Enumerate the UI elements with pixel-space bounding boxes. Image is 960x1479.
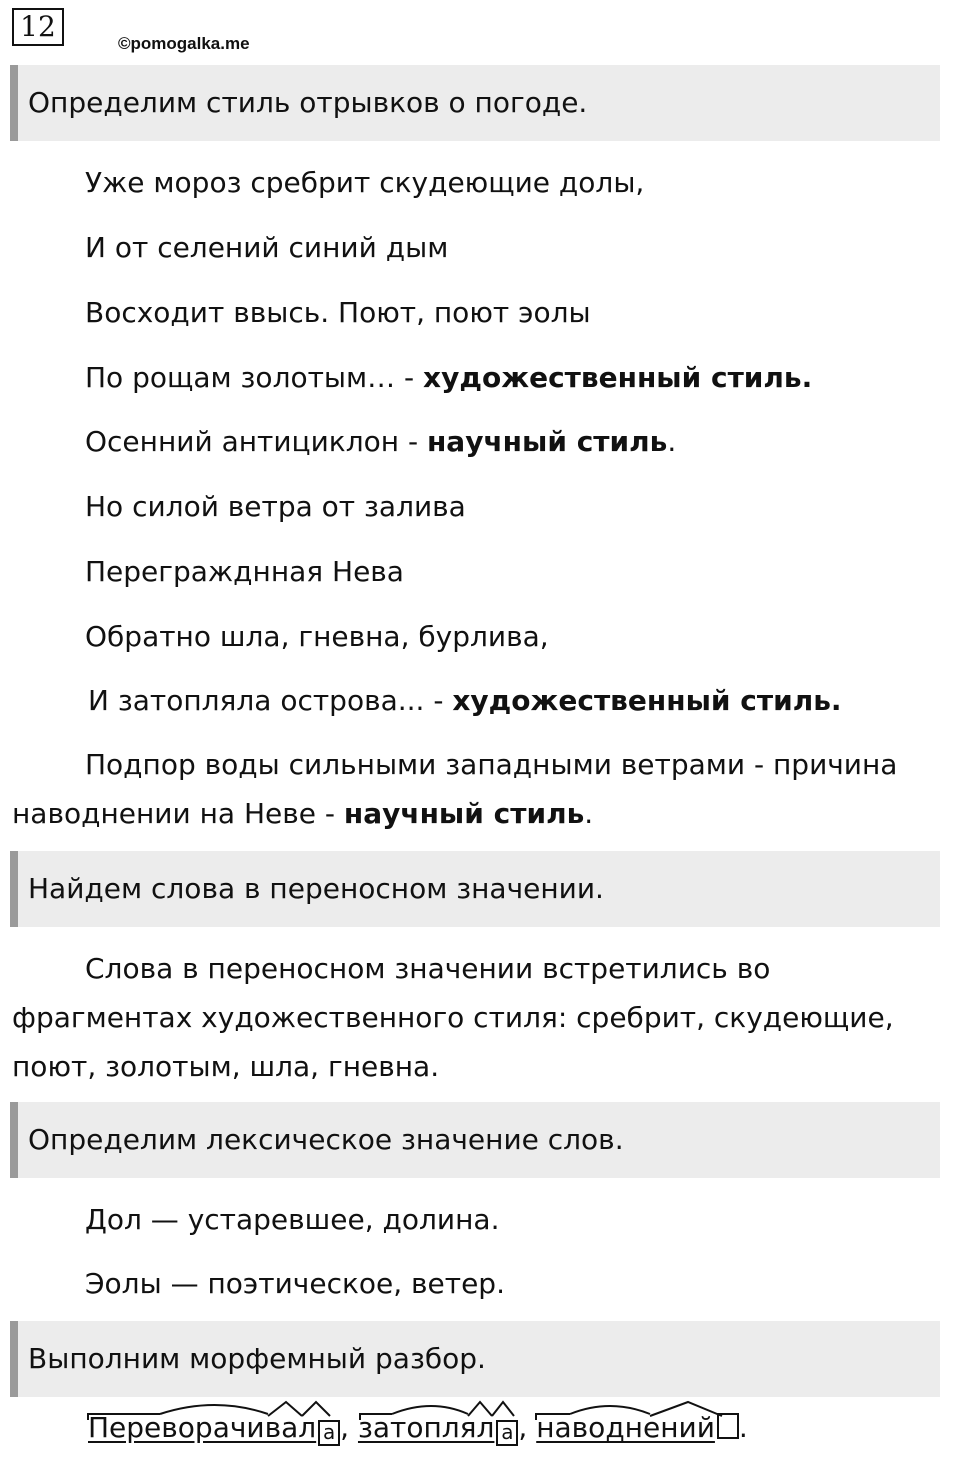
ending: а: [501, 1420, 514, 1444]
task-number: 12: [12, 8, 64, 46]
text-line: [85, 424, 676, 460]
morpheme-word: Переворачивал: [88, 1411, 317, 1444]
poem-line: [85, 360, 812, 396]
poem-line: Перегражднная Нева: [85, 555, 404, 588]
section-header-style: Определим стиль отрывков о погоде.: [10, 65, 940, 141]
punctuation: .: [738, 1411, 748, 1444]
watermark: ©pomogalka.me: [118, 34, 250, 53]
ending-box: [318, 1420, 340, 1446]
separator: ,: [518, 1411, 537, 1444]
ending-box: [496, 1420, 518, 1446]
section-header-figurative: Найдем слова в переносном значении.: [10, 851, 940, 927]
poem-line: Обратно шла, гневна, бурлива,: [85, 620, 549, 653]
text-fragment: Осенний антициклон -: [85, 425, 427, 458]
section-header-morpheme: Выполним морфемный разбор.: [10, 1321, 940, 1397]
punctuation: .: [584, 797, 594, 830]
style-answer: научный стиль: [343, 797, 585, 830]
poem-text: По рощам золотым… -: [85, 361, 424, 394]
poem-line: Восходит ввысь. Поют, поют эолы: [85, 296, 591, 329]
separator: ,: [340, 1411, 358, 1444]
style-answer: научный стиль: [426, 425, 668, 458]
punctuation: .: [667, 425, 677, 458]
morpheme-line: [88, 1408, 748, 1448]
section-header-lexical: Определим лексическое значение слов.: [10, 1102, 940, 1178]
text-fragment: Подпор воды сильными западными ветрами - причина наводнении на Неве -: [12, 748, 898, 830]
text-paragraph: [12, 740, 947, 838]
ending: а: [323, 1420, 336, 1444]
lexical-line: Дол — устаревшее, долина.: [85, 1203, 500, 1236]
style-answer: художественный стиль.: [452, 684, 842, 717]
morpheme-word: наводнений: [536, 1411, 715, 1444]
poem-line: И от селений синий дым: [85, 231, 449, 264]
morpheme-word: затоплял: [357, 1411, 495, 1444]
figurative-paragraph: Слова в переносном значении встретились во фрагментах художественного стиля: сребрит, скудеющие, поют, золотым, шла, гневна.: [12, 952, 894, 1083]
poem-line: Но силой ветра от залива: [85, 490, 466, 523]
poem-line: Уже мороз сребрит скудеющие долы,: [85, 166, 645, 199]
ending-box: [717, 1413, 739, 1439]
lexical-line: Эолы — поэтическое, ветер.: [85, 1267, 505, 1300]
poem-line: [88, 683, 842, 719]
poem-text: И затопляла острова... -: [88, 684, 453, 717]
style-answer: художественный стиль.: [423, 361, 813, 394]
